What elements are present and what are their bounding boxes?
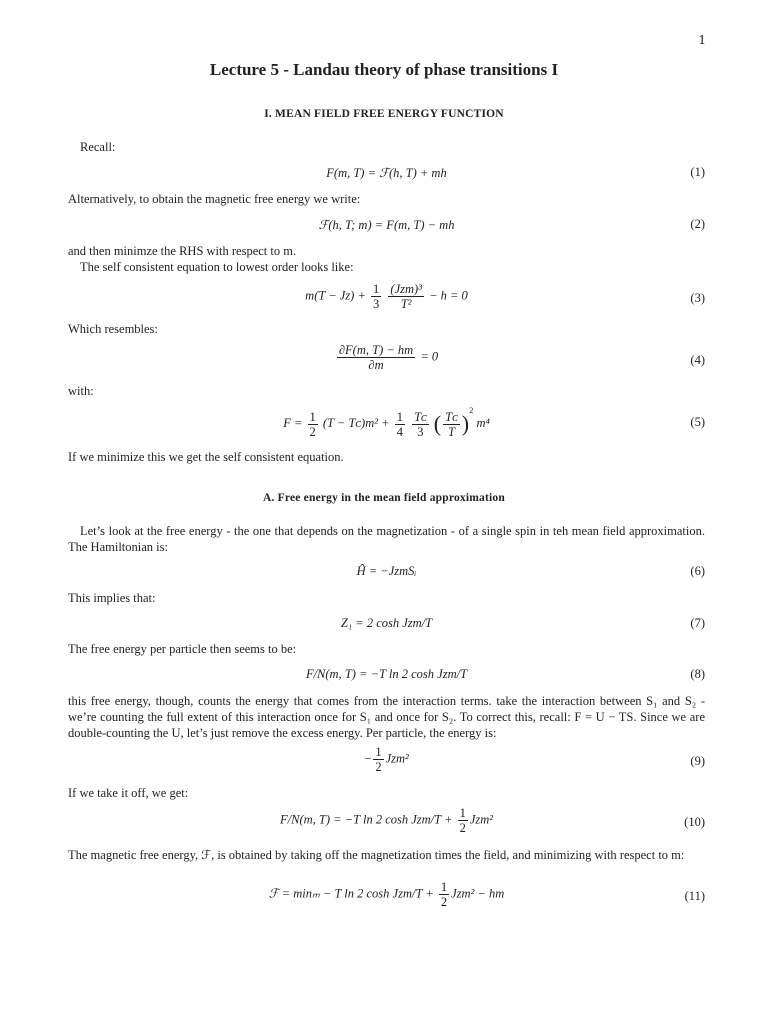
paragraph-minimize-rhs: and then minimze the RHS with respect to m.	[68, 244, 297, 258]
equation-5-quarter-num: 1	[396, 409, 403, 424]
equation-5-tc-third	[412, 410, 429, 439]
equation-10-half	[458, 806, 468, 835]
equation-10-number: (10)	[684, 815, 705, 829]
equation-2-number: (2)	[690, 217, 705, 231]
paragraph-self-consistent: The self consistent equation to lowest order looks like:	[80, 260, 354, 274]
equation-9-half	[373, 745, 383, 774]
equation-5-ratio-num: Tᴄ	[445, 409, 458, 424]
equation-10-half-den: 2	[459, 821, 466, 835]
paragraph-recall: Recall:	[80, 140, 116, 154]
equation-5-half-den: 2	[309, 424, 316, 439]
equation-3-denominator: T²	[400, 297, 412, 311]
equation-10-half-num: 1	[459, 806, 466, 820]
equation-5-three-den: 3	[417, 424, 424, 439]
equation-3-fraction	[388, 282, 424, 311]
paragraph-implies: This implies that:	[68, 591, 156, 605]
equation-5-ratio-den: T	[447, 424, 455, 439]
equation-5-tc-num: Tᴄ	[414, 409, 427, 424]
equation-5-tail: m⁴	[476, 416, 490, 430]
equation-3-body	[68, 282, 705, 311]
equation-3-fraction-third	[371, 282, 381, 311]
equation-11-body	[68, 880, 705, 909]
paragraph-per-particle: The free energy per particle then seems to be:	[68, 642, 297, 656]
equation-11-tail: Jzm² − hm	[451, 886, 505, 901]
equation-9-half-den: 2	[375, 760, 382, 774]
equation-8-number: (8)	[690, 667, 705, 681]
equation-4-body	[68, 343, 705, 372]
equation-9-half-num: 1	[375, 745, 382, 759]
equation-1-number: (1)	[690, 165, 705, 179]
equation-3-rhs: − h = 0	[429, 288, 468, 303]
equation-9-minus: −	[364, 751, 372, 766]
equation-11-lhs: ℱ = minₘ − T ln 2 cosh Jzm/T +	[268, 886, 434, 901]
equation-4-denominator: ∂m	[368, 358, 384, 372]
equation-4	[68, 343, 705, 377]
equation-9-number: (9)	[690, 754, 705, 768]
paragraph-take-off: If we take it off, we get:	[68, 786, 189, 800]
equation-7-body: Z₁ = 2 cosh Jzm/T	[340, 616, 433, 630]
equation-11	[68, 880, 705, 914]
equation-5	[68, 405, 705, 441]
section-heading-a: A. Free energy in the mean field approximation	[263, 492, 505, 504]
equation-3-third-num: 1	[373, 282, 380, 296]
equation-5-lhs: F =	[283, 416, 303, 430]
equation-8-body: F/N(m, T) = −T ln 2 cosh Jzm/T	[305, 667, 468, 681]
paragraph-alternatively: Alternatively, to obtain the magnetic free energy we write:	[68, 192, 361, 206]
equation-5-body: F = $\frac{1}{2}$ (T − Tᴄ)m² + $\frac{1}{4}$ $\frac{\text{Tᴄ}}{3}$ ( $\frac{\text{Tᴄ}}{T}$ )$^2$ m⁴	[283, 405, 490, 439]
equation-5-ratio	[443, 410, 460, 439]
equation-11-half	[439, 880, 449, 909]
equation-9	[68, 745, 705, 779]
equation-6-number: (6)	[690, 564, 705, 578]
equation-10-lhs: F/N(m, T) = −T ln 2 cosh Jzm/T +	[280, 812, 453, 827]
equation-11-half-num: 1	[440, 880, 448, 894]
equation-3-number: (3)	[690, 291, 705, 305]
paragraph-resembles: Which resembles:	[68, 322, 158, 336]
equation-4-number: (4)	[690, 353, 705, 367]
equation-6-body: Ĥ = −JzmSᵢ	[356, 564, 417, 578]
equation-1-body: F(m, T) = ℱ(h, T) + mh	[326, 166, 447, 180]
equation-3-lhs: m(T − Jz) +	[305, 288, 366, 303]
equation-10-body	[68, 806, 705, 835]
equation-5-quarter-den: 4	[396, 424, 403, 439]
equation-11-number: (11)	[684, 889, 705, 903]
equation-5-half	[308, 410, 318, 439]
page-number: 1	[698, 33, 706, 47]
equation-4-numerator: ∂F(m, T) − hm	[338, 343, 414, 357]
equation-9-body	[68, 745, 705, 774]
equation-3-numerator: (Jzm)³	[390, 282, 422, 296]
paragraph-double-counting: this free energy, though, counts the energy that comes from the interaction terms. take the interaction between S₁ and S₂ - we’re counting the full extent of this interaction once for S₁ and once for S₂. To correct this, recall: F = U − TS. Since we are double-counting the U, let’s just remove the excess energy. Per particle, the energy is:	[68, 694, 705, 740]
equation-9-tail: Jzm²	[385, 751, 409, 766]
equation-7-number: (7)	[690, 616, 705, 630]
equation-5-middle: (T − Tᴄ)m² +	[322, 416, 390, 430]
equation-5-quarter	[395, 410, 405, 439]
equation-10-tail: Jzm²	[469, 812, 493, 827]
paragraph-lets-look: Let’s look at the free energy - the one that depends on the magnetization - of a single spin in teh mean field approximation. The Hamiltonian is:	[68, 524, 705, 554]
lecture-title: Lecture 5 - Landau theory of phase transitions I	[209, 60, 559, 79]
paragraph-minimize-this: If we minimize this we get the self consistent equation.	[68, 450, 344, 464]
equation-3-third-den: 3	[373, 297, 380, 311]
equation-2-body: ℱ(h, T; m) = F(m, T) − mh	[318, 218, 455, 232]
equation-3	[68, 282, 705, 316]
equation-4-fraction	[337, 343, 415, 372]
equation-5-number: (5)	[690, 415, 705, 429]
section-heading-1: I. MEAN FIELD FREE ENERGY FUNCTION	[264, 108, 504, 120]
equation-5-half-num: 1	[309, 409, 316, 424]
equation-4-rhs: = 0	[420, 349, 439, 364]
equation-10	[68, 806, 705, 840]
paragraph-magnetic-free-energy: The magnetic free energy, ℱ, is obtained by taking off the magnetization times the field, and minimizing with respect to m:	[68, 848, 685, 862]
paragraph-with: with:	[68, 384, 94, 398]
equation-11-half-den: 2	[440, 895, 448, 909]
